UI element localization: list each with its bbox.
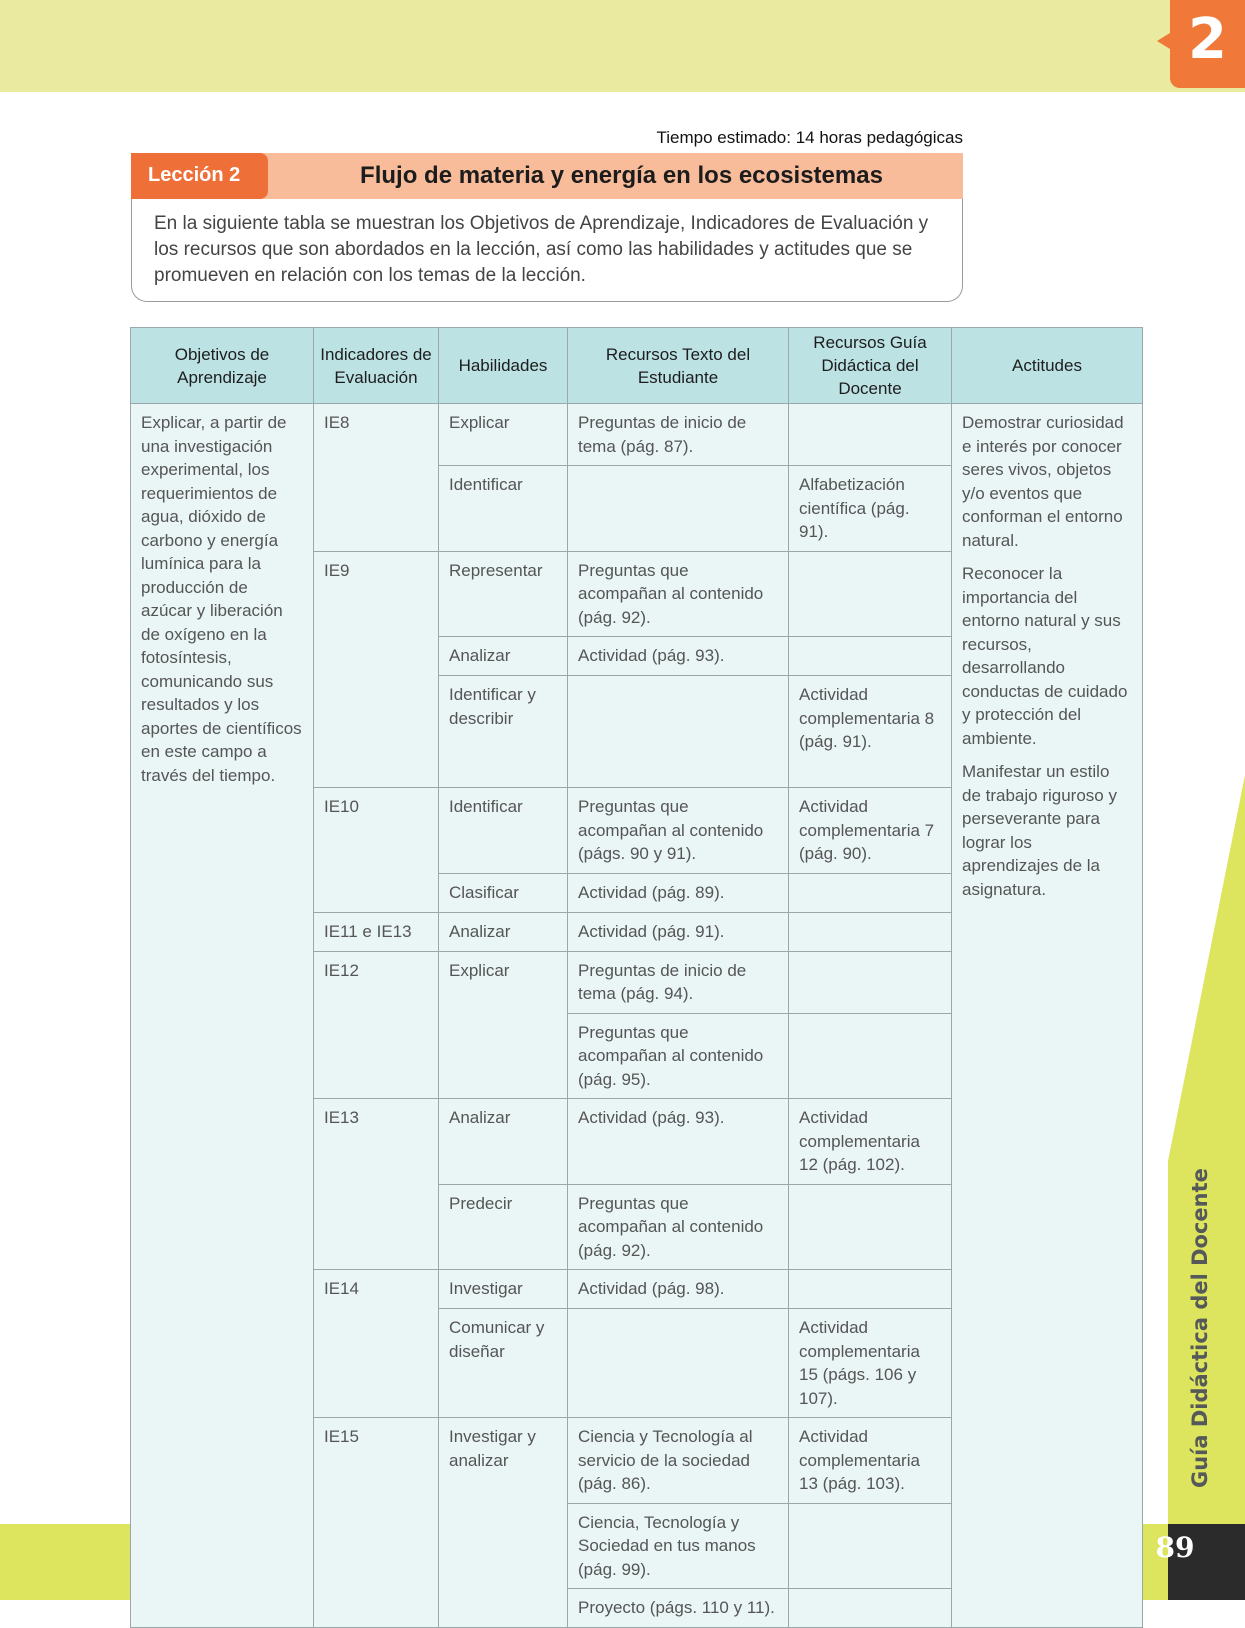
recurso-texto-cell: Ciencia y Tecnología al servicio de la sociedad (pág. 86).: [568, 1418, 789, 1504]
indicator-cell: IE14: [314, 1270, 439, 1418]
recurso-texto-cell: Actividad (pág. 93).: [568, 637, 789, 676]
habilidad-cell: Explicar: [439, 951, 568, 1099]
table-header-row: [131, 328, 1143, 404]
recurso-guia-cell: Actividad complementaria 7 (pág. 90).: [789, 788, 952, 874]
lesson-table: [130, 327, 1143, 1628]
header-recursos-texto: Recursos Texto del Estudiante: [568, 328, 789, 404]
indicator-cell: IE10: [314, 788, 439, 913]
recurso-guia-cell: [789, 873, 952, 912]
indicator-cell: IE8: [314, 404, 439, 552]
recurso-texto-cell: Actividad (pág. 91).: [568, 912, 789, 951]
recurso-texto-cell: Ciencia, Tecnología y Sociedad en tus manos (pág. 99).: [568, 1503, 789, 1589]
objetivo-cell: Explicar, a partir de una investigación experimental, los requerimientos de agua, dióxido de carbono y energía lumínica para la producción de azúcar y liberación de oxígeno en la fotosíntesis, comunicando sus resultados y los aportes de científicos en este campo a través del tiempo.: [131, 404, 314, 1628]
habilidad-cell: Representar: [439, 551, 568, 637]
recurso-guia-cell: [789, 1184, 952, 1270]
actitud-item: Reconocer la importancia del entorno natural y sus recursos, desarrollando conductas de cuidado y protección del ambiente.: [962, 564, 1128, 748]
actitudes-cell: [952, 404, 1143, 1628]
recurso-texto-cell: Actividad (pág. 93).: [568, 1099, 789, 1185]
indicator-cell: IE15: [314, 1418, 439, 1628]
habilidad-cell: Predecir: [439, 1184, 568, 1270]
recurso-texto-cell: Preguntas que acompañan al contenido (pág. 95).: [568, 1013, 789, 1099]
lesson-label: Lección 2: [131, 153, 268, 199]
recurso-texto-cell: Preguntas que acompañan al contenido (págs. 90 y 91).: [568, 788, 789, 874]
indicator-cell: IE9: [314, 551, 439, 788]
habilidad-cell: Analizar: [439, 637, 568, 676]
recurso-guia-cell: Alfabetización científica (pág. 91).: [789, 466, 952, 552]
habilidad-cell: Comunicar y diseñar: [439, 1309, 568, 1418]
recurso-texto-cell: Preguntas de inicio de tema (pág. 94).: [568, 951, 789, 1013]
header-actitudes: Actitudes: [952, 328, 1143, 404]
habilidad-cell: Identificar y describir: [439, 676, 568, 788]
recurso-texto-cell: [568, 1309, 789, 1418]
recurso-guia-cell: [789, 1013, 952, 1099]
unit-tab: [1170, 0, 1245, 88]
recurso-guia-cell: Actividad complementaria 8 (pág. 91).: [789, 676, 952, 788]
recurso-guia-cell: [789, 551, 952, 637]
indicator-cell: IE11 e IE13: [314, 912, 439, 951]
recurso-texto-cell: Preguntas que acompañan al contenido (pág. 92).: [568, 551, 789, 637]
habilidad-cell: Investigar: [439, 1270, 568, 1309]
table-row: [131, 404, 1143, 466]
unit-number: 2: [1188, 7, 1227, 72]
indicator-cell: IE12: [314, 951, 439, 1099]
recurso-guia-cell: [789, 912, 952, 951]
habilidad-cell: Explicar: [439, 404, 568, 466]
side-band-wedge: [1168, 775, 1245, 1161]
recurso-texto-cell: Preguntas que acompañan al contenido (pág. 92).: [568, 1184, 789, 1270]
header-recursos-guia: Recursos Guía Didáctica del Docente: [789, 328, 952, 404]
actitud-item: Demostrar curiosidad e interés por conocer seres vivos, objetos y/o eventos que conforman el entorno natural.: [962, 413, 1124, 550]
habilidad-cell: Clasificar: [439, 873, 568, 912]
habilidad-cell: Identificar: [439, 788, 568, 874]
recurso-texto-cell: [568, 466, 789, 552]
header-habilidades: Habilidades: [439, 328, 568, 404]
recurso-texto-cell: Actividad (pág. 98).: [568, 1270, 789, 1309]
indicator-cell: IE13: [314, 1099, 439, 1270]
header-objetivos: Objetivos de Aprendizaje: [131, 328, 314, 404]
actitud-item: Manifestar un estilo de trabajo riguroso y perseverante para lograr los aprendizajes de la asignatura.: [962, 762, 1117, 899]
recurso-guia-cell: [789, 1589, 952, 1628]
recurso-texto-cell: [568, 676, 789, 788]
habilidad-cell: Analizar: [439, 1099, 568, 1185]
recurso-texto-cell: Actividad (pág. 89).: [568, 873, 789, 912]
recurso-texto-cell: Preguntas de inicio de tema (pág. 87).: [568, 404, 789, 466]
intro-text: En la siguiente tabla se muestran los Objetivos de Aprendizaje, Indicadores de Evaluación y los recursos que son abordados en la lección, así como las habilidades y actitudes que se promueven en relación con los temas de la lección.: [131, 199, 963, 302]
lesson-title: Flujo de materia y energía en los ecosistemas: [360, 162, 883, 189]
recurso-guia-cell: Actividad complementaria 12 (pág. 102).: [789, 1099, 952, 1185]
recurso-guia-cell: [789, 1503, 952, 1589]
recurso-guia-cell: Actividad complementaria 13 (pág. 103).: [789, 1418, 952, 1504]
recurso-guia-cell: Actividad complementaria 15 (págs. 106 y 107).: [789, 1309, 952, 1418]
recurso-guia-cell: [789, 404, 952, 466]
header-indicadores: Indicadores de Evaluación: [314, 328, 439, 404]
top-band: [0, 0, 1245, 92]
time-estimate: Tiempo estimado: 14 horas pedagógicas: [656, 128, 963, 147]
recurso-guia-cell: [789, 637, 952, 676]
recurso-guia-cell: [789, 1270, 952, 1309]
habilidad-cell: Identificar: [439, 466, 568, 552]
side-label: Guía Didáctica del Docente: [1188, 1168, 1212, 1488]
page-number: 89: [1155, 1531, 1195, 1564]
recurso-guia-cell: [789, 951, 952, 1013]
habilidad-cell: Investigar y analizar: [439, 1418, 568, 1628]
habilidad-cell: Analizar: [439, 912, 568, 951]
recurso-texto-cell: Proyecto (págs. 110 y 11).: [568, 1589, 789, 1628]
